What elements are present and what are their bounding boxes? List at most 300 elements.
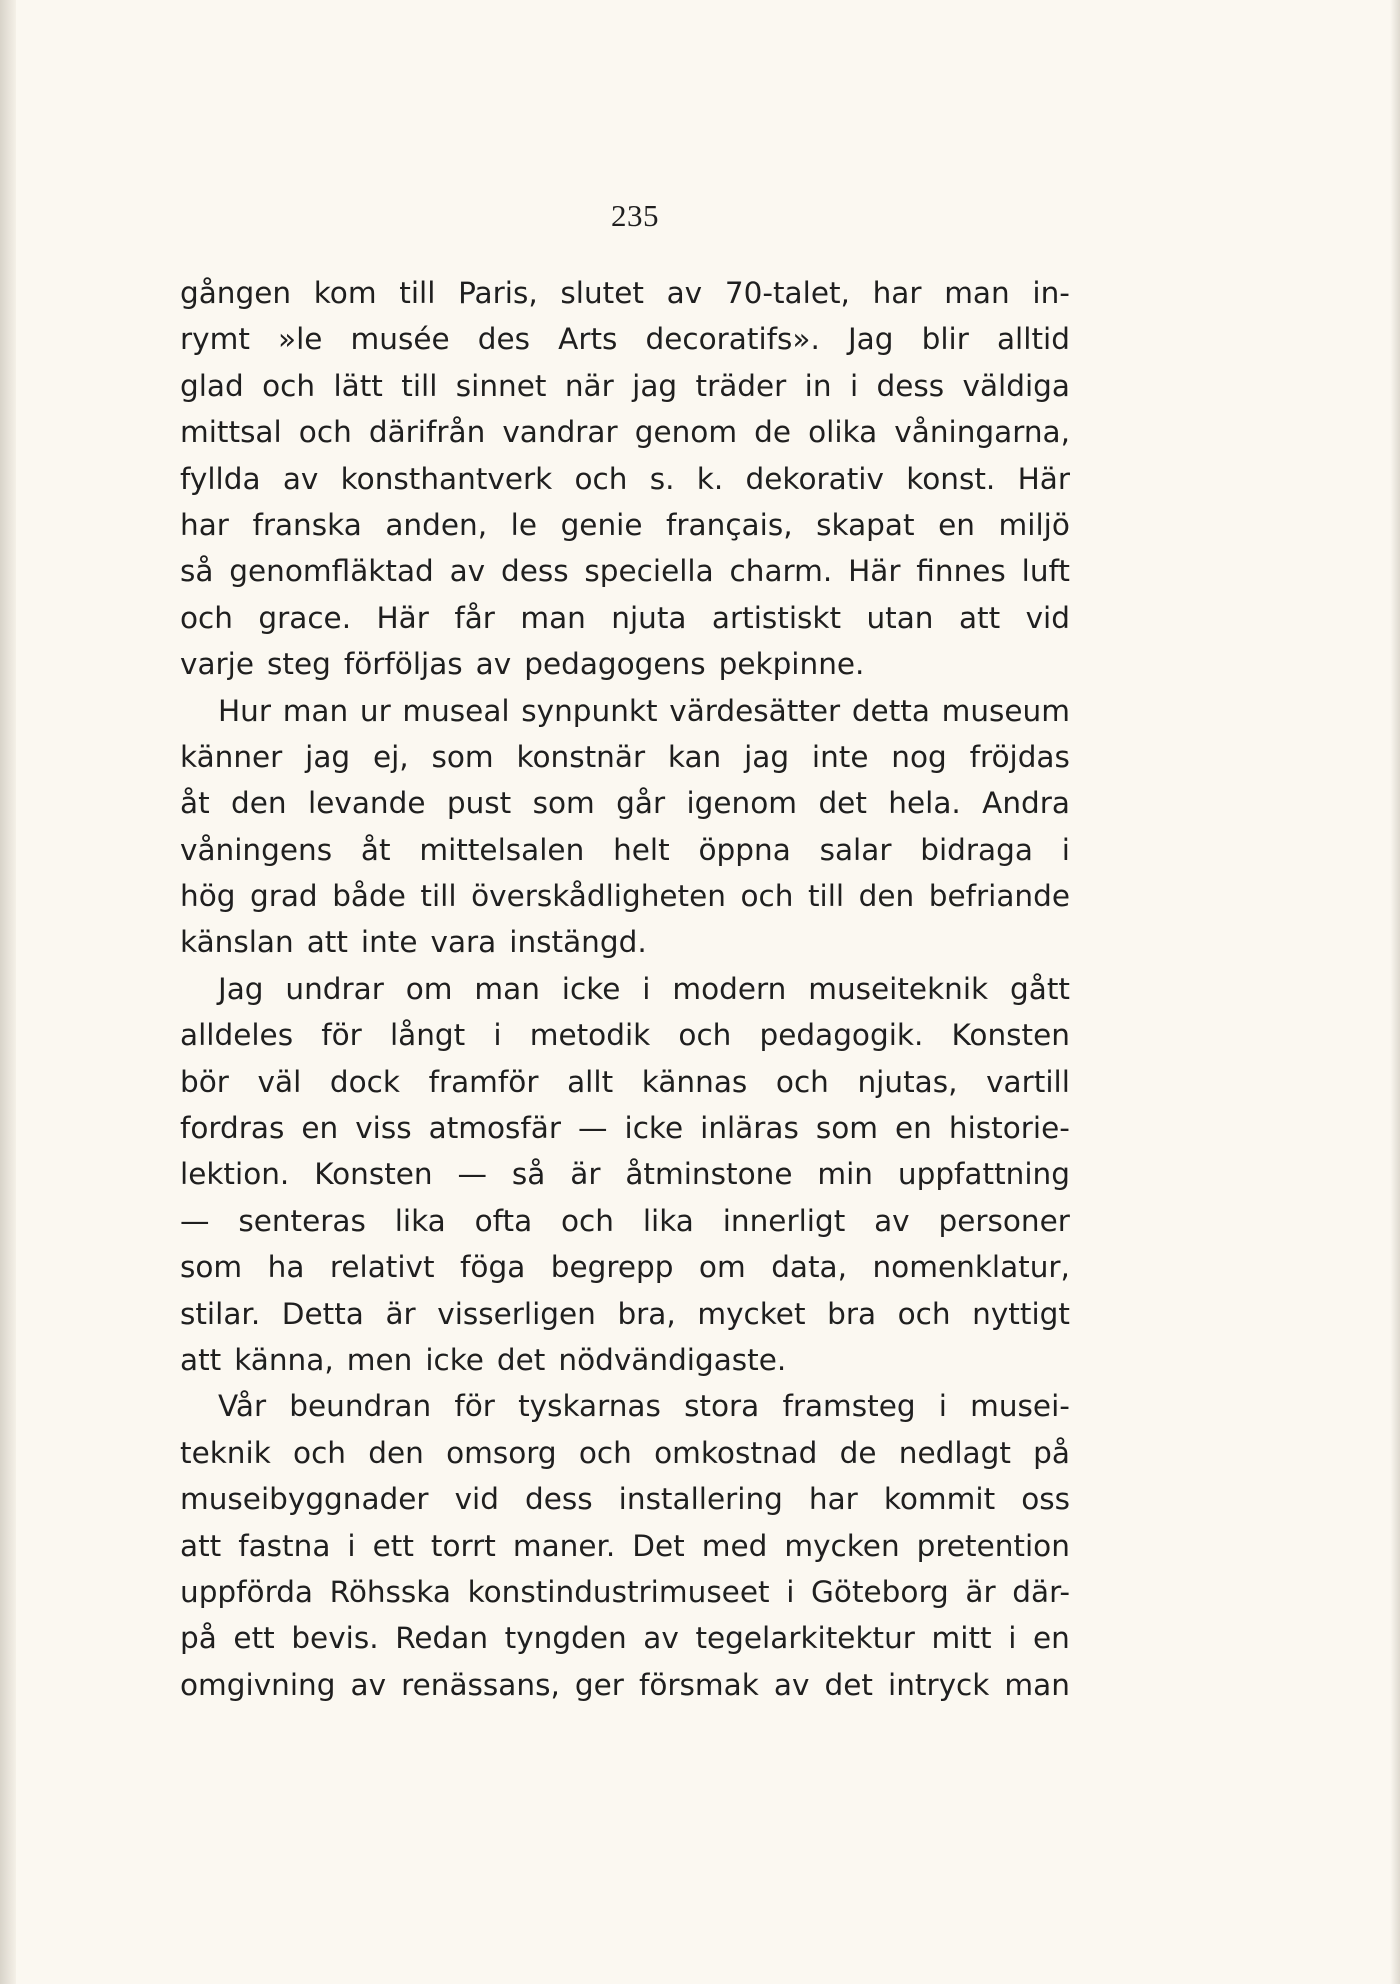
- word: data,: [771, 1250, 848, 1285]
- word: Det: [632, 1528, 685, 1563]
- word: den: [231, 786, 287, 821]
- word: hög: [180, 879, 236, 914]
- word: mycken: [784, 1528, 900, 1563]
- text-line: [180, 270, 1070, 316]
- word: vid: [1025, 600, 1070, 635]
- text-line: [180, 1105, 1070, 1151]
- word: ofta: [474, 1203, 533, 1238]
- word: Detta: [281, 1296, 364, 1331]
- word: pretention: [916, 1528, 1070, 1563]
- word: vara: [430, 925, 497, 960]
- text-line: [180, 1244, 1070, 1290]
- word: bör: [180, 1064, 229, 1099]
- word: genomfläktad: [229, 554, 434, 589]
- word: fyllda: [180, 461, 261, 496]
- word: men: [346, 1342, 413, 1377]
- word: vid: [454, 1482, 499, 1517]
- word: nog: [891, 739, 947, 774]
- word: en: [938, 507, 975, 542]
- word: gått: [1010, 971, 1070, 1006]
- word: de: [839, 1435, 877, 1470]
- word: instängd.: [509, 925, 647, 960]
- word: kom: [313, 276, 377, 310]
- word: har: [180, 507, 229, 542]
- word: det: [496, 1342, 546, 1377]
- word: förföljas: [343, 647, 463, 682]
- text-line: [180, 873, 1070, 919]
- word: ha: [267, 1250, 305, 1285]
- word: salar: [819, 832, 892, 867]
- word: omsorg: [446, 1435, 557, 1470]
- text-line: [180, 1291, 1070, 1337]
- word: väldiga: [962, 368, 1070, 403]
- word: Röhsska: [329, 1574, 451, 1609]
- word: man: [282, 693, 349, 728]
- word: väl: [257, 1064, 302, 1099]
- word: det: [818, 786, 867, 821]
- body-text: [180, 270, 1070, 1708]
- word: bra: [827, 1296, 877, 1331]
- word: går: [616, 786, 666, 821]
- word: musée: [350, 322, 450, 357]
- word: man: [520, 600, 586, 635]
- word: inte: [360, 925, 418, 960]
- word: uppfattning: [897, 1157, 1070, 1192]
- word: kan: [667, 739, 722, 774]
- word: föga: [460, 1250, 526, 1285]
- word: alldeles: [180, 1018, 294, 1053]
- word: fastna: [238, 1528, 331, 1563]
- word: ej,: [372, 739, 409, 774]
- word: mittelsalen: [419, 832, 585, 867]
- word: s.: [649, 461, 675, 496]
- word: både: [332, 879, 406, 914]
- word: lektion.: [180, 1157, 290, 1192]
- word: och: [180, 600, 233, 635]
- word: rymt: [180, 322, 250, 357]
- word: stilar.: [180, 1296, 261, 1331]
- word: personer: [938, 1203, 1070, 1238]
- text-line: [180, 734, 1070, 780]
- text-line: [180, 966, 1070, 1012]
- word: —: [578, 1111, 608, 1146]
- word: speciella: [584, 554, 714, 589]
- word: lika: [394, 1203, 446, 1238]
- word: av: [475, 647, 512, 682]
- word: i: [849, 368, 859, 403]
- word: försmak: [638, 1667, 759, 1702]
- word: har: [872, 276, 922, 310]
- word: och: [578, 1435, 632, 1470]
- word: —: [457, 1157, 488, 1192]
- word: modern: [672, 971, 787, 1006]
- word: nödvändigaste.: [558, 1342, 787, 1377]
- word: av: [643, 1621, 679, 1656]
- word: på: [180, 1621, 217, 1656]
- word: Jag: [218, 971, 264, 1006]
- word: i: [938, 1389, 947, 1424]
- word: av: [773, 1667, 810, 1702]
- word: Jag: [847, 322, 894, 357]
- word: blir: [921, 322, 969, 357]
- text-line: [180, 1198, 1070, 1244]
- word: grad: [250, 879, 318, 914]
- word: är: [965, 1574, 996, 1609]
- word: är: [385, 1296, 416, 1331]
- word: så: [180, 554, 214, 589]
- word: tyskarnas: [518, 1389, 661, 1424]
- word: artistiskt: [711, 600, 842, 635]
- word: de: [754, 415, 792, 450]
- word: installering: [618, 1482, 783, 1517]
- word: njuta: [611, 600, 687, 635]
- word: charm.: [729, 554, 833, 589]
- word: i: [786, 1574, 795, 1609]
- text-line: [180, 1059, 1070, 1105]
- text-line: [180, 827, 1070, 873]
- page-number: 235: [611, 198, 659, 233]
- text-line: [180, 688, 1070, 734]
- word: och: [262, 368, 316, 403]
- word: innerligt: [722, 1203, 846, 1238]
- word: träder: [695, 368, 787, 403]
- word: vartill: [986, 1064, 1070, 1099]
- word: grace.: [258, 600, 352, 635]
- word: i: [642, 971, 651, 1006]
- word: lika: [642, 1203, 694, 1238]
- word: museibyggnader: [180, 1482, 429, 1517]
- word: av: [449, 554, 486, 589]
- word: där-: [1012, 1574, 1070, 1609]
- word: pedagogik.: [759, 1018, 924, 1053]
- word: att: [306, 925, 348, 960]
- word: uppförda: [180, 1574, 313, 1609]
- word: nedlagt: [898, 1435, 1011, 1470]
- word: museum: [941, 693, 1070, 728]
- text-line: [180, 1383, 1070, 1429]
- word: in: [804, 368, 832, 403]
- word: åtminstone: [625, 1157, 793, 1192]
- word: är: [570, 1157, 601, 1192]
- word: därifrån: [368, 415, 486, 450]
- word: icke: [561, 971, 621, 1006]
- word: dess: [876, 368, 945, 403]
- word: teknik: [180, 1435, 271, 1470]
- word: till: [401, 368, 438, 403]
- word: när: [564, 368, 614, 403]
- word: luft: [1021, 554, 1070, 589]
- word: att: [180, 1342, 222, 1377]
- word: des: [477, 322, 531, 357]
- word: 70-talet,: [724, 276, 850, 310]
- word: till: [807, 879, 845, 914]
- word: till: [420, 879, 457, 914]
- word: Vår: [218, 1389, 267, 1424]
- word: kommit: [883, 1482, 996, 1517]
- word: långt: [389, 1018, 466, 1053]
- word: français,: [666, 507, 793, 542]
- word: jag: [744, 739, 790, 774]
- page-left-edge: [0, 0, 16, 1984]
- word: tyngden: [504, 1621, 627, 1656]
- word: steg: [267, 647, 331, 682]
- word: torrt: [430, 1528, 496, 1563]
- text-line: [180, 548, 1070, 594]
- word: och: [897, 1296, 951, 1331]
- word: och: [293, 1435, 346, 1470]
- word: visserligen: [437, 1296, 596, 1331]
- word: värdesätter: [669, 693, 841, 728]
- word: känna,: [234, 1342, 334, 1377]
- word: atmosfär: [428, 1111, 562, 1146]
- word: överskådligheten: [471, 879, 726, 914]
- word: synpunkt: [521, 693, 658, 728]
- word: begrepp: [550, 1250, 674, 1285]
- word: åt: [180, 786, 210, 821]
- word: att: [958, 600, 1001, 635]
- word: undrar: [285, 971, 384, 1006]
- word: och: [740, 879, 794, 914]
- word: känner: [180, 739, 283, 774]
- word: beundran: [289, 1389, 432, 1424]
- word: konstnär: [516, 739, 646, 774]
- word: en: [1033, 1621, 1070, 1656]
- text-line: [180, 363, 1070, 409]
- word: som: [180, 1250, 243, 1285]
- word: den: [368, 1435, 424, 1470]
- text-line: [180, 1337, 1070, 1383]
- word: man: [944, 276, 1010, 310]
- word: konst.: [906, 461, 996, 496]
- word: av: [282, 461, 319, 496]
- word: njutas,: [857, 1064, 958, 1099]
- word: till: [399, 276, 436, 310]
- word: Andra: [982, 786, 1070, 821]
- word: Paris,: [458, 276, 538, 310]
- word: Här: [1017, 461, 1070, 496]
- word: renässans,: [401, 1667, 560, 1702]
- word: dess: [525, 1482, 593, 1517]
- word: framför: [428, 1064, 539, 1099]
- word: i: [1061, 832, 1070, 867]
- word: franska: [252, 507, 362, 542]
- word: intryck: [888, 1667, 990, 1702]
- word: oss: [1021, 1482, 1070, 1517]
- word: maner.: [512, 1528, 616, 1563]
- word: igenom: [686, 786, 798, 821]
- word: vandrar: [502, 415, 618, 450]
- word: olika: [808, 415, 878, 450]
- word: varje: [180, 647, 255, 682]
- word: senteras: [238, 1203, 366, 1238]
- word: ger: [574, 1667, 624, 1702]
- word: omkostnad: [654, 1435, 818, 1470]
- word: dess: [500, 554, 569, 589]
- word: in-: [1032, 276, 1070, 310]
- word: av: [874, 1203, 910, 1238]
- word: bra,: [617, 1296, 676, 1331]
- word: Konsten: [951, 1018, 1070, 1053]
- word: inläras: [700, 1111, 799, 1146]
- text-line: [180, 456, 1070, 502]
- text-line: [180, 316, 1070, 362]
- text-line: [180, 1569, 1070, 1615]
- word: pedagogens: [524, 647, 706, 682]
- text-line: [180, 641, 1070, 687]
- word: mycket: [697, 1296, 806, 1331]
- word: ett: [372, 1528, 414, 1563]
- word: i: [1008, 1621, 1017, 1656]
- word: konstindustrimuseet: [467, 1574, 770, 1609]
- word: för: [321, 1018, 362, 1053]
- word: slutet: [560, 276, 644, 310]
- word: Arts: [558, 322, 618, 357]
- word: som: [815, 1111, 879, 1146]
- text-line: [180, 780, 1070, 826]
- word: av: [350, 1667, 387, 1702]
- word: mittsal: [180, 415, 282, 450]
- word: dock: [329, 1064, 400, 1099]
- word: ett: [233, 1621, 275, 1656]
- word: —: [180, 1203, 210, 1238]
- text-line: [180, 1430, 1070, 1476]
- word: musei-: [970, 1389, 1070, 1424]
- word: och: [775, 1064, 829, 1099]
- text-line: [180, 595, 1070, 641]
- word: ur: [359, 693, 391, 728]
- word: historie-: [948, 1111, 1070, 1146]
- word: Hur: [218, 693, 272, 728]
- word: pust: [446, 786, 512, 821]
- word: viss: [355, 1111, 412, 1146]
- word: glad: [180, 368, 244, 403]
- word: en: [895, 1111, 932, 1146]
- word: Göteborg: [811, 1574, 949, 1609]
- word: om: [698, 1250, 746, 1285]
- word: den: [858, 879, 915, 914]
- word: känslan: [180, 925, 294, 960]
- word: får: [454, 600, 495, 635]
- word: Här: [376, 600, 429, 635]
- word: fordras: [180, 1111, 285, 1146]
- word: på: [1033, 1435, 1070, 1470]
- word: konsthantverk: [340, 461, 553, 496]
- text-line: [180, 1151, 1070, 1197]
- text-line: [180, 1523, 1070, 1569]
- word: pekpinne.: [718, 647, 865, 682]
- word: Konsten: [314, 1157, 433, 1192]
- word: nyttigt: [972, 1296, 1070, 1331]
- word: som: [431, 739, 494, 774]
- word: och: [574, 461, 628, 496]
- word: Här: [848, 554, 901, 589]
- word: om: [405, 971, 453, 1006]
- word: jag: [632, 368, 678, 403]
- word: man: [1004, 1667, 1070, 1702]
- word: lätt: [333, 368, 383, 403]
- word: nomenklatur,: [872, 1250, 1070, 1285]
- word: levande: [308, 786, 426, 821]
- text-line: [180, 502, 1070, 548]
- word: utan: [866, 600, 934, 635]
- word: att: [180, 1528, 222, 1563]
- word: i: [347, 1528, 356, 1563]
- word: så: [511, 1157, 546, 1192]
- word: anden,: [385, 507, 488, 542]
- word: bevis.: [291, 1621, 379, 1656]
- word: som: [532, 786, 595, 821]
- word: jag: [305, 739, 351, 774]
- word: bidraga: [920, 832, 1033, 867]
- word: det: [824, 1667, 873, 1702]
- word: min: [817, 1157, 873, 1192]
- word: framsteg: [782, 1389, 916, 1424]
- word: genie: [560, 507, 643, 542]
- word: skapat: [816, 507, 915, 542]
- page-right-edge: [1390, 0, 1400, 1984]
- word: icke: [425, 1342, 484, 1377]
- word: allt: [567, 1064, 614, 1099]
- word: våningarna,: [894, 415, 1070, 450]
- text-line: [180, 409, 1070, 455]
- word: inte: [811, 739, 869, 774]
- word: befriande: [928, 879, 1070, 914]
- word: och: [678, 1018, 732, 1053]
- word: decoratifs».: [645, 322, 820, 357]
- word: tegelarkitektur: [695, 1621, 915, 1656]
- word: med: [701, 1528, 768, 1563]
- word: våningens: [180, 832, 333, 867]
- word: genom: [634, 415, 738, 450]
- word: man: [474, 971, 540, 1006]
- word: en: [301, 1111, 339, 1146]
- word: fröjdas: [969, 739, 1070, 774]
- word: för: [454, 1389, 495, 1424]
- word: le: [510, 507, 537, 542]
- word: åt: [360, 832, 391, 867]
- word: har: [808, 1482, 858, 1517]
- text-line: [180, 919, 1070, 965]
- text-line: [180, 1662, 1070, 1708]
- word: hela.: [888, 786, 961, 821]
- word: detta: [851, 693, 930, 728]
- word: omgivning: [180, 1667, 336, 1702]
- word: k.: [696, 461, 724, 496]
- word: relativt: [329, 1250, 435, 1285]
- text-line: [180, 1615, 1070, 1661]
- word: »le: [278, 322, 323, 357]
- text-line: [180, 1476, 1070, 1522]
- word: sinnet: [455, 368, 547, 403]
- word: metodik: [529, 1018, 651, 1053]
- word: Redan: [395, 1621, 489, 1656]
- word: i: [493, 1018, 502, 1053]
- word: gången: [180, 276, 292, 310]
- word: helt: [613, 832, 670, 867]
- word: icke: [624, 1111, 684, 1146]
- word: av: [666, 276, 703, 310]
- word: alltid: [996, 322, 1070, 357]
- text-line: [180, 1012, 1070, 1058]
- word: finnes: [916, 554, 1006, 589]
- word: och: [298, 415, 352, 450]
- word: dekorativ: [745, 461, 884, 496]
- word: mitt: [931, 1621, 992, 1656]
- word: museiteknik: [808, 971, 989, 1006]
- word: museal: [402, 693, 510, 728]
- word: stora: [684, 1389, 760, 1424]
- word: och: [561, 1203, 614, 1238]
